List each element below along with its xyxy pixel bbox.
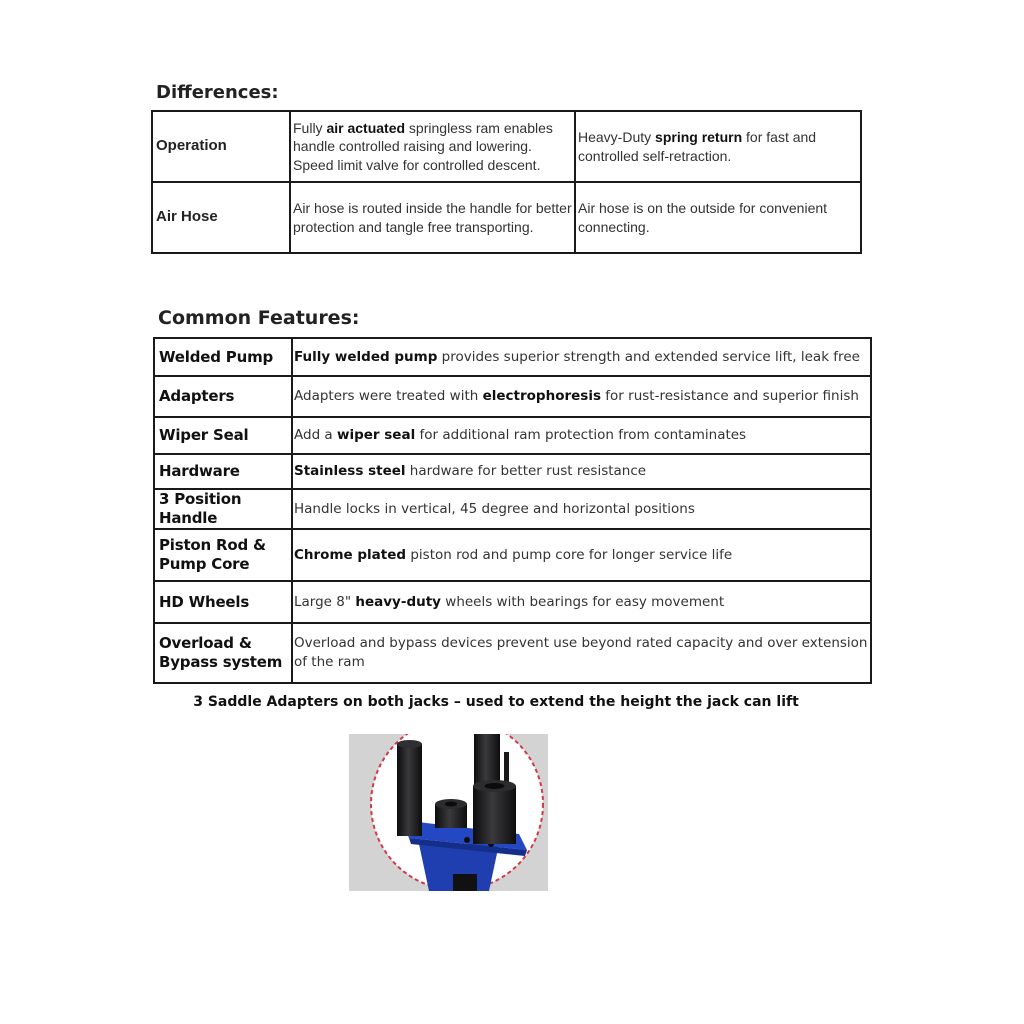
row-label: Hardware (154, 454, 292, 489)
right-adapter (473, 786, 516, 844)
row-label: Adapters (154, 376, 292, 417)
cell-text: Handle locks in vertical, 45 degree and horizontal positions (292, 489, 871, 529)
wheel (453, 874, 477, 891)
cell-text: Overload and bypass devices prevent use beyond rated capacity and over extension of the ram (292, 623, 871, 683)
row-label: Welded Pump (154, 338, 292, 376)
table-row (152, 182, 861, 253)
photo-caption: 3 Saddle Adapters on both jacks – used to extend the height the jack can lift (193, 694, 799, 710)
table-row (154, 338, 871, 376)
cell-text: Fully air actuated springless ram enables handle controlled raising and lowering. Speed limit valve for controlled descent. (290, 111, 575, 182)
differences-table (151, 110, 862, 254)
row-label: 3 Position Handle (154, 489, 292, 529)
differences-heading: Differences: (156, 82, 279, 103)
cell-text: Fully welded pump provides superior strength and extended service lift, leak free (292, 338, 871, 376)
row-label: Wiper Seal (154, 417, 292, 454)
table-row (154, 581, 871, 623)
cell-text: Add a wiper seal for additional ram protection from contaminates (292, 417, 871, 454)
row-label: Overload & Bypass system (154, 623, 292, 683)
table-row (152, 111, 861, 182)
table-row (154, 529, 871, 581)
table-row (154, 417, 871, 454)
cell-text: Air hose is on the outside for convenient connecting. (575, 182, 861, 253)
cell-text: Heavy-Duty spring return for fast and controlled self-retraction. (575, 111, 861, 182)
common-features-table (153, 337, 872, 684)
row-label: HD Wheels (154, 581, 292, 623)
table-row (154, 623, 871, 683)
cell-text: Chrome plated piston rod and pump core for longer service life (292, 529, 871, 581)
row-label: Operation (152, 111, 290, 182)
common-features-heading: Common Features: (158, 307, 360, 329)
table-row (154, 454, 871, 489)
saddle-adapters-photo (349, 734, 548, 891)
cell-text: Large 8" heavy-duty wheels with bearings for easy movement (292, 581, 871, 623)
cell-text: Air hose is routed inside the handle for better protection and tangle free transporting. (290, 182, 575, 253)
left-adapter (397, 744, 422, 836)
table-row (154, 376, 871, 417)
table-row (154, 489, 871, 529)
cell-text: Adapters were treated with electrophoresis for rust-resistance and superior finish (292, 376, 871, 417)
row-label: Piston Rod & Pump Core (154, 529, 292, 581)
row-label: Air Hose (152, 182, 290, 253)
cell-text: Stainless steel hardware for better rust resistance (292, 454, 871, 489)
